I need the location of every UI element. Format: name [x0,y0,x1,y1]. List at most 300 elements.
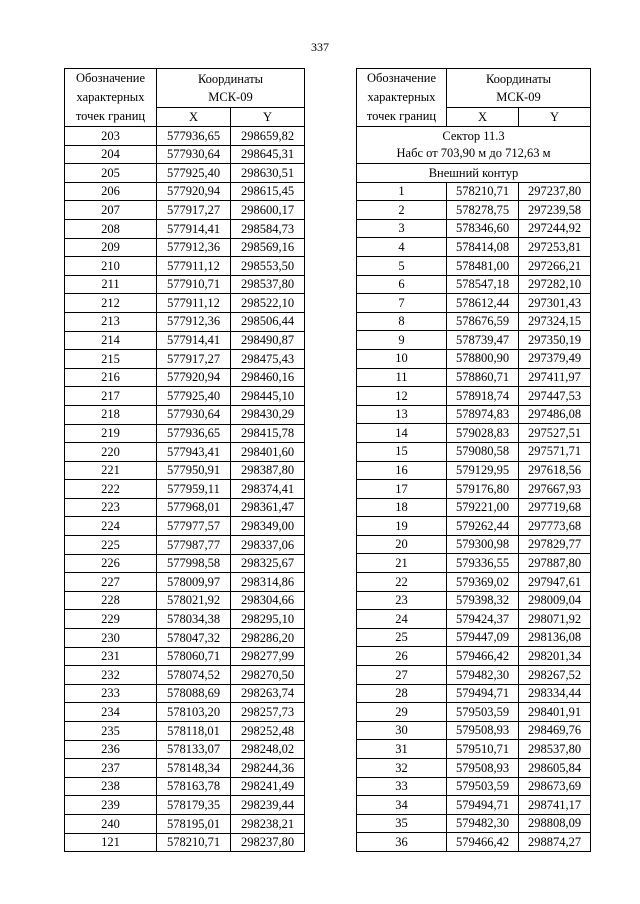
point-id: 227 [65,573,157,592]
y-coordinate: 298248,02 [231,740,305,759]
point-id: 211 [65,275,157,294]
point-id: 2 [357,201,447,220]
table-row [357,573,591,592]
x-coordinate: 578612,44 [447,294,519,313]
x-coordinate: 578346,60 [447,219,519,238]
table-row [65,219,305,238]
table-row [65,498,305,517]
table-row [357,814,591,833]
table-row [65,257,305,276]
table-row [65,722,305,741]
x-coordinate: 577920,94 [157,368,231,387]
point-id: 11 [357,368,447,387]
y-coordinate: 298337,06 [231,536,305,555]
point-id: 25 [357,628,447,647]
table-row [65,666,305,685]
y-coordinate: 298460,16 [231,368,305,387]
x-coordinate: 579028,83 [447,424,519,443]
table-row [65,424,305,443]
header-y: Y [519,107,591,126]
table-row [357,796,591,815]
y-coordinate: 297947,61 [519,573,591,592]
x-coordinate: 579300,98 [447,535,519,554]
table-row [357,703,591,722]
left-table-body [65,127,305,852]
x-coordinate: 578481,00 [447,256,519,275]
coordinates-table-left [64,68,305,852]
y-coordinate: 298659,82 [231,127,305,146]
point-id: 20 [357,535,447,554]
x-coordinate: 579494,71 [447,796,519,815]
y-coordinate: 298304,66 [231,591,305,610]
point-id: 231 [65,647,157,666]
table-row [357,498,591,517]
x-coordinate: 577950,91 [157,461,231,480]
table-row [357,275,591,294]
point-id: 1 [357,182,447,201]
y-coordinate: 298415,78 [231,424,305,443]
table-row [65,387,305,406]
x-coordinate: 577914,41 [157,331,231,350]
y-coordinate: 298673,69 [519,777,591,796]
table-row [357,554,591,573]
x-coordinate: 577936,65 [157,127,231,146]
table-row [65,554,305,573]
table-row [357,628,591,647]
contour-row [357,164,591,183]
y-coordinate: 298537,80 [231,275,305,294]
point-id: 33 [357,777,447,796]
y-coordinate: 298401,60 [231,443,305,462]
point-id: 210 [65,257,157,276]
x-coordinate: 577925,40 [157,387,231,406]
header-point-label: Обозначение характерных точек границ [65,69,157,127]
point-id: 212 [65,294,157,313]
table-row [65,833,305,852]
header-coordinates-title: Координаты [197,71,264,86]
y-coordinate: 298741,17 [519,796,591,815]
y-coordinate: 298401,91 [519,703,591,722]
x-coordinate: 579447,09 [447,628,519,647]
y-coordinate: 298238,21 [231,814,305,833]
x-coordinate: 577987,77 [157,536,231,555]
point-id: 213 [65,312,157,331]
table-row [357,759,591,778]
x-coordinate: 578060,71 [157,647,231,666]
x-coordinate: 577936,65 [157,424,231,443]
y-coordinate: 298239,44 [231,796,305,815]
table-row [357,461,591,480]
coordinates-table-right [356,68,591,852]
x-coordinate: 577911,12 [157,257,231,276]
x-coordinate: 578103,20 [157,703,231,722]
table-row [65,796,305,815]
y-coordinate: 298469,76 [519,721,591,740]
point-id: 239 [65,796,157,815]
table-row [65,536,305,555]
x-coordinate: 578210,71 [157,833,231,852]
x-coordinate: 579176,80 [447,480,519,499]
point-id: 206 [65,182,157,201]
table-row [65,759,305,778]
y-coordinate: 297447,53 [519,387,591,406]
x-coordinate: 579482,30 [447,814,519,833]
point-id: 17 [357,480,447,499]
y-coordinate: 298241,49 [231,777,305,796]
point-id: 6 [357,275,447,294]
x-coordinate: 577977,57 [157,517,231,536]
y-coordinate: 298252,48 [231,722,305,741]
point-id: 220 [65,443,157,462]
table-row [65,294,305,313]
point-id: 4 [357,238,447,257]
point-id: 3 [357,219,447,238]
table-row [357,684,591,703]
point-id: 26 [357,647,447,666]
point-id: 238 [65,777,157,796]
header-point-label: Обозначение характерных точек границ [357,69,447,127]
y-coordinate: 298270,50 [231,666,305,685]
x-coordinate: 578278,75 [447,201,519,220]
point-id: 235 [65,722,157,741]
point-id: 35 [357,814,447,833]
x-coordinate: 579080,58 [447,442,519,461]
y-coordinate: 298553,50 [231,257,305,276]
y-coordinate: 297486,08 [519,405,591,424]
y-coordinate: 298244,36 [231,759,305,778]
x-coordinate: 577925,40 [157,164,231,183]
y-coordinate: 297237,80 [519,182,591,201]
x-coordinate: 577912,36 [157,312,231,331]
table-row [357,368,591,387]
table-row [357,833,591,852]
point-id: 230 [65,629,157,648]
point-id: 215 [65,350,157,369]
point-id: 19 [357,517,447,536]
table-row [65,443,305,462]
y-coordinate: 298808,09 [519,814,591,833]
table-row [65,740,305,759]
point-id: 23 [357,591,447,610]
table-row [65,480,305,499]
y-coordinate: 298361,47 [231,498,305,517]
point-id: 14 [357,424,447,443]
point-id: 32 [357,759,447,778]
point-id: 21 [357,554,447,573]
x-coordinate: 578414,08 [447,238,519,257]
point-id: 217 [65,387,157,406]
table-row [357,294,591,313]
y-coordinate: 298490,87 [231,331,305,350]
y-coordinate: 298430,29 [231,405,305,424]
y-coordinate: 297887,80 [519,554,591,573]
table-row [65,629,305,648]
table-row [357,349,591,368]
y-coordinate: 298600,17 [231,201,305,220]
x-coordinate: 579336,55 [447,554,519,573]
y-coordinate: 298374,41 [231,480,305,499]
point-id: 29 [357,703,447,722]
x-coordinate: 578547,18 [447,275,519,294]
table-row [357,405,591,424]
table-row [357,442,591,461]
x-coordinate: 579503,59 [447,703,519,722]
y-coordinate: 297571,71 [519,442,591,461]
table-row [65,405,305,424]
y-coordinate: 298569,16 [231,238,305,257]
table-row [65,182,305,201]
header-coordinate-system: МСК-09 [496,89,541,104]
table-row [65,164,305,183]
y-coordinate: 298277,99 [231,647,305,666]
point-id: 22 [357,573,447,592]
y-coordinate: 298630,51 [231,164,305,183]
y-coordinate: 297773,68 [519,517,591,536]
x-coordinate: 577911,12 [157,294,231,313]
point-id: 208 [65,219,157,238]
x-coordinate: 579262,44 [447,517,519,536]
point-id: 205 [65,164,157,183]
x-coordinate: 579129,95 [447,461,519,480]
contour-label: Внешний контур [357,164,591,183]
table-row [357,647,591,666]
table-row [65,814,305,833]
x-coordinate: 578034,38 [157,610,231,629]
point-id: 225 [65,536,157,555]
x-coordinate: 577912,36 [157,238,231,257]
right-table-body [357,127,591,852]
y-coordinate: 297266,21 [519,256,591,275]
table-row [65,368,305,387]
x-coordinate: 579369,02 [447,573,519,592]
x-coordinate: 578974,83 [447,405,519,424]
y-coordinate: 298071,92 [519,610,591,629]
point-id: 31 [357,740,447,759]
x-coordinate: 577959,11 [157,480,231,499]
y-coordinate: 298584,73 [231,219,305,238]
table-row [357,610,591,629]
point-id: 229 [65,610,157,629]
y-coordinate: 297527,51 [519,424,591,443]
point-id: 228 [65,591,157,610]
point-id: 214 [65,331,157,350]
point-id: 12 [357,387,447,406]
y-coordinate: 297719,68 [519,498,591,517]
header-x: X [447,107,519,126]
point-id: 18 [357,498,447,517]
table-row [357,535,591,554]
x-coordinate: 578918,74 [447,387,519,406]
table-row [65,275,305,294]
point-id: 204 [65,145,157,164]
y-coordinate: 298201,34 [519,647,591,666]
point-id: 28 [357,684,447,703]
point-id: 233 [65,684,157,703]
header-coordinates [157,69,305,108]
x-coordinate: 578148,34 [157,759,231,778]
table-row [65,777,305,796]
x-coordinate: 577968,01 [157,498,231,517]
table-row [357,219,591,238]
y-coordinate: 298237,80 [231,833,305,852]
point-id: 16 [357,461,447,480]
x-coordinate: 578163,78 [157,777,231,796]
x-coordinate: 579466,42 [447,647,519,666]
header-y: Y [231,107,305,126]
table-row [65,331,305,350]
point-id: 8 [357,312,447,331]
table-row [357,256,591,275]
point-id: 209 [65,238,157,257]
sector-title: Сектор 11.3 [442,129,505,143]
y-coordinate: 298295,10 [231,610,305,629]
point-id: 224 [65,517,157,536]
x-coordinate: 578195,01 [157,814,231,833]
y-coordinate: 298267,52 [519,666,591,685]
table-row [357,591,591,610]
x-coordinate: 578133,07 [157,740,231,759]
table-row [357,666,591,685]
y-coordinate: 297379,49 [519,349,591,368]
table-row [65,703,305,722]
y-coordinate: 298445,10 [231,387,305,406]
sector-row [357,127,591,164]
x-coordinate: 578676,59 [447,312,519,331]
sector-elevation: Набс от 703,90 м до 712,63 м [396,146,551,160]
table-row [65,145,305,164]
x-coordinate: 577930,64 [157,145,231,164]
table-row [357,721,591,740]
header-coordinates [447,69,591,108]
point-id: 207 [65,201,157,220]
x-coordinate: 577920,94 [157,182,231,201]
y-coordinate: 297301,43 [519,294,591,313]
table-row [65,201,305,220]
y-coordinate: 297244,92 [519,219,591,238]
x-coordinate: 579503,59 [447,777,519,796]
header-x: X [157,107,231,126]
point-id: 203 [65,127,157,146]
x-coordinate: 577943,41 [157,443,231,462]
y-coordinate: 298136,08 [519,628,591,647]
y-coordinate: 298263,74 [231,684,305,703]
point-id: 121 [65,833,157,852]
x-coordinate: 577917,27 [157,350,231,369]
x-coordinate: 577917,27 [157,201,231,220]
table-row [65,238,305,257]
y-coordinate: 297324,15 [519,312,591,331]
x-coordinate: 579494,71 [447,684,519,703]
y-coordinate: 297667,93 [519,480,591,499]
y-coordinate: 298475,43 [231,350,305,369]
y-coordinate: 297350,19 [519,331,591,350]
x-coordinate: 577998,58 [157,554,231,573]
y-coordinate: 298605,84 [519,759,591,778]
y-coordinate: 297253,81 [519,238,591,257]
table-row [65,647,305,666]
table-row [357,387,591,406]
y-coordinate: 298506,44 [231,312,305,331]
x-coordinate: 579508,93 [447,759,519,778]
x-coordinate: 579221,00 [447,498,519,517]
point-id: 226 [65,554,157,573]
x-coordinate: 578118,01 [157,722,231,741]
point-id: 27 [357,666,447,685]
y-coordinate: 298349,00 [231,517,305,536]
table-row [357,424,591,443]
table-row [65,591,305,610]
y-coordinate: 297239,58 [519,201,591,220]
page-number: 337 [311,40,329,54]
table-row [65,610,305,629]
x-coordinate: 577910,71 [157,275,231,294]
point-id: 10 [357,349,447,368]
point-id: 240 [65,814,157,833]
table-row [65,461,305,480]
point-id: 34 [357,796,447,815]
point-id: 222 [65,480,157,499]
point-id: 5 [357,256,447,275]
table-row [357,480,591,499]
point-id: 221 [65,461,157,480]
y-coordinate: 298314,86 [231,573,305,592]
y-coordinate: 298522,10 [231,294,305,313]
point-id: 236 [65,740,157,759]
point-id: 15 [357,442,447,461]
point-id: 223 [65,498,157,517]
table-row [357,201,591,220]
x-coordinate: 579466,42 [447,833,519,852]
y-coordinate: 297829,77 [519,535,591,554]
x-coordinate: 578047,32 [157,629,231,648]
y-coordinate: 297411,97 [519,368,591,387]
table-row [65,350,305,369]
x-coordinate: 577914,41 [157,219,231,238]
table-row [65,684,305,703]
x-coordinate: 578210,71 [447,182,519,201]
y-coordinate: 298334,44 [519,684,591,703]
point-id: 9 [357,331,447,350]
table-row [357,740,591,759]
y-coordinate: 298325,67 [231,554,305,573]
table-row [357,777,591,796]
x-coordinate: 578739,47 [447,331,519,350]
table-row [65,312,305,331]
y-coordinate: 298874,27 [519,833,591,852]
y-coordinate: 298286,20 [231,629,305,648]
x-coordinate: 578800,90 [447,349,519,368]
x-coordinate: 579482,30 [447,666,519,685]
sector-caption [357,127,591,164]
point-id: 13 [357,405,447,424]
x-coordinate: 578860,71 [447,368,519,387]
table-row [357,182,591,201]
point-id: 7 [357,294,447,313]
point-id: 24 [357,610,447,629]
x-coordinate: 578088,69 [157,684,231,703]
x-coordinate: 577930,64 [157,405,231,424]
x-coordinate: 579508,93 [447,721,519,740]
header-coordinates-title: Координаты [485,71,552,86]
point-id: 30 [357,721,447,740]
point-id: 237 [65,759,157,778]
point-id: 218 [65,405,157,424]
y-coordinate: 298537,80 [519,740,591,759]
x-coordinate: 578009,97 [157,573,231,592]
x-coordinate: 579398,32 [447,591,519,610]
y-coordinate: 298009,04 [519,591,591,610]
x-coordinate: 578179,35 [157,796,231,815]
